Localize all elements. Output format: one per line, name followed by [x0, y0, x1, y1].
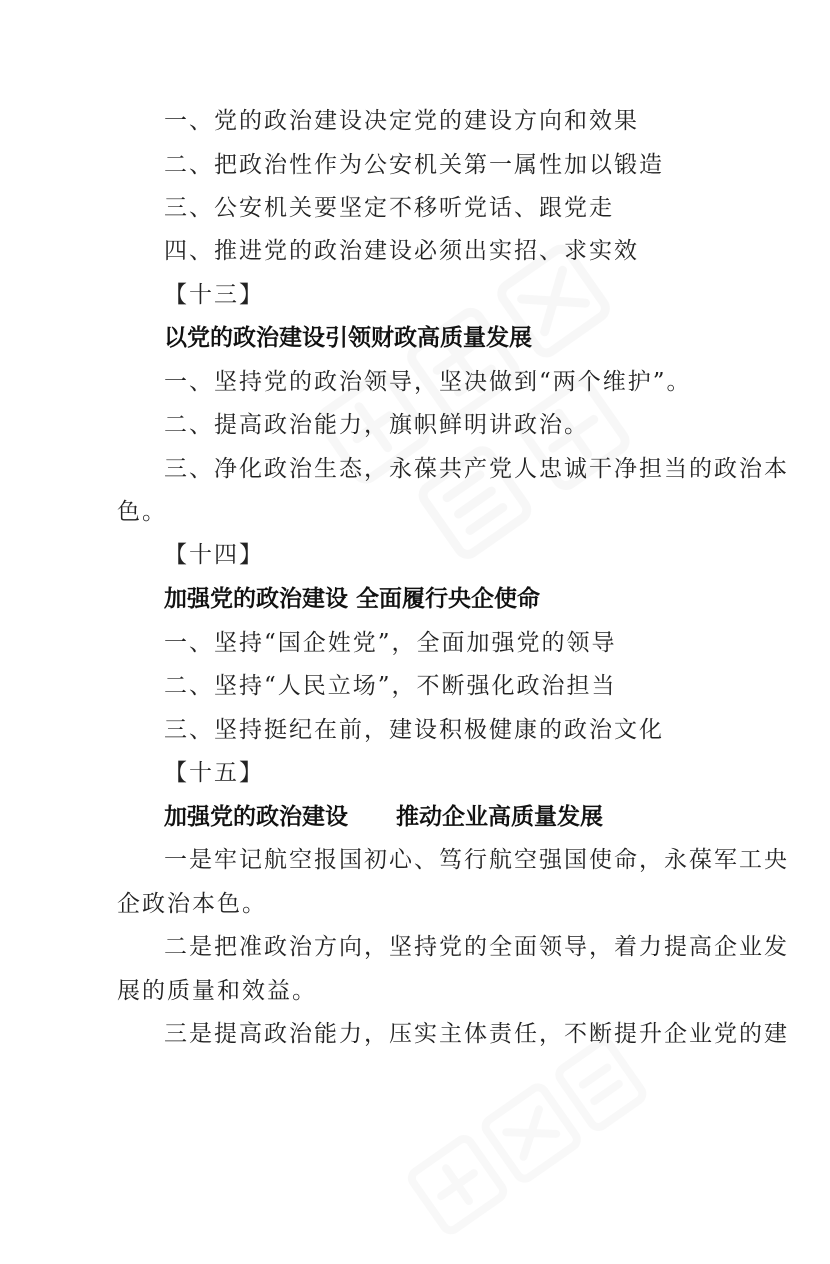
text-line-continuation: 展的质量和效益。 [117, 978, 317, 1004]
text-line: 一、坚持党的政治领导，坚决做到“两个维护”。 [164, 369, 692, 395]
text-line: 一是牢记航空报国初心、笃行航空强国使命，永葆军工央 [164, 847, 789, 873]
text-line: 三是提高政治能力，压实主体责任，不断提升企业党的建 [164, 1021, 789, 1047]
text-line: 二、把政治性作为公安机关第一属性加以锻造 [164, 152, 664, 178]
text-line: 四、推进党的政治建设必须出实招、求实效 [164, 238, 639, 264]
text-line-continuation: 企政治本色。 [117, 891, 267, 917]
text-line: 三、净化政治生态，永葆共产党人忠诚干净担当的政治本 [164, 456, 789, 482]
section-heading: 以党的政治建设引领财政高质量发展 [164, 325, 532, 351]
section-heading: 加强党的政治建设 全面履行央企使命 [164, 586, 541, 612]
section-heading: 加强党的政治建设 推动企业高质量发展 [164, 804, 604, 830]
section-number: 【十四】 [164, 542, 264, 568]
text-line: 一、坚持“国企姓党”，全面加强党的领导 [164, 630, 617, 656]
watermark-logo-bottom [389, 1016, 671, 1263]
section-number: 【十三】 [164, 282, 264, 308]
text-line: 二是把准政治方向，坚持党的全面领导，着力提高企业发 [164, 934, 789, 960]
section-number: 【十五】 [164, 760, 264, 786]
text-line-continuation: 色。 [117, 499, 167, 525]
text-line: 二、坚持“人民立场”，不断强化政治担当 [164, 673, 617, 699]
text-line: 三、公安机关要坚定不移听党话、跟党走 [164, 195, 614, 221]
text-line: 三、坚持挺纪在前，建设积极健康的政治文化 [164, 717, 664, 743]
text-line: 一、党的政治建设决定党的建设方向和效果 [164, 108, 639, 134]
text-line: 二、提高政治能力，旗帜鲜明讲政治。 [164, 412, 589, 438]
